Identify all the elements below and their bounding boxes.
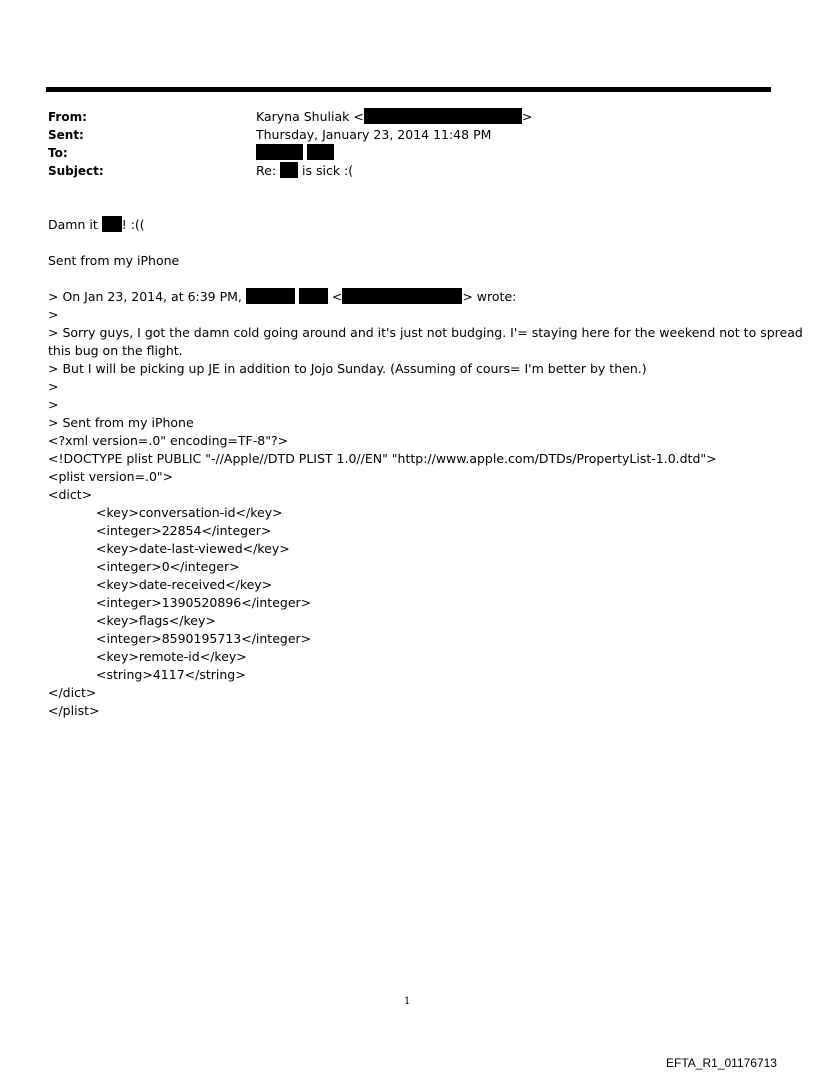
redaction-box [102,216,122,232]
header-rule [46,87,771,92]
closing-line: </dict> [48,685,97,700]
to-value [256,144,334,162]
quote-intro-prefix: > On Jan 23, 2014, at 6:39 PM, [48,289,242,304]
body-line: > [48,307,59,322]
body-line: > [48,397,59,412]
from-close: > [521,109,533,124]
subject-label: Subject: [48,164,104,178]
body-line: <!DOCTYPE plist PUBLIC "-//Apple//DTD PLIST 1.0//EN" "http://www.apple.com/DTDs/PropertyList-1.0.dtd"> [48,451,717,466]
redaction-box [364,108,522,124]
quote-intro-line [48,288,516,306]
subject-value [256,162,353,180]
closing-line: </plist> [48,703,100,718]
sent-label: Sent: [48,128,84,142]
redaction-box [280,162,298,178]
document-id: EFTA_R1_01176713 [666,1056,777,1070]
dict-line: <integer>0</integer> [96,559,240,574]
dict-line: <integer>1390520896</integer> [96,595,312,610]
redaction-box [307,144,334,160]
dict-line: <integer>22854</integer> [96,523,272,538]
body-line: <plist version=.0"> [48,469,174,484]
redaction-box [246,288,295,304]
redaction-box [256,144,303,160]
from-label: From: [48,110,87,124]
to-label: To: [48,146,68,160]
dict-line: <key>conversation-id</key> [96,505,283,520]
body-line: > Sent from my iPhone [48,415,194,430]
body-line: this bug on the flight. [48,343,183,358]
dict-line: <string>4117</string> [96,667,246,682]
body-line: > But I will be picking up JE in addition to Jojo Sunday. (Assuming of cours= I'm better by then.) [48,361,647,376]
subject-prefix: Re: [256,163,277,178]
body-line: > Sorry guys, I got the damn cold going around and it's just not budging. I'= staying here for the weekend not to spread [48,325,803,340]
redaction-box [342,288,462,304]
from-name: Karyna Shuliak < [256,109,364,124]
body-damn-line [48,216,145,234]
quote-intro-suffix: > wrote: [462,289,517,304]
damn-suffix: ! :(( [121,217,145,232]
subject-suffix: is sick :( [302,163,354,178]
dict-line: <integer>8590195713</integer> [96,631,312,646]
damn-prefix: Damn it [48,217,98,232]
quote-intro-lt: < [331,289,343,304]
body-line: <dict> [48,487,93,502]
body-line: > [48,379,59,394]
dict-line: <key>flags</key> [96,613,216,628]
from-value [256,108,532,126]
dict-line: <key>date-last-viewed</key> [96,541,290,556]
body-line: <?xml version=.0" encoding=TF-8"?> [48,433,289,448]
sent-value: Thursday, January 23, 2014 11:48 PM [256,127,492,142]
sent-from-line: Sent from my iPhone [48,253,180,268]
redaction-box [299,288,328,304]
dict-line: <key>remote-id</key> [96,649,247,664]
dict-line: <key>date-received</key> [96,577,273,592]
page-number: 1 [404,996,411,1007]
